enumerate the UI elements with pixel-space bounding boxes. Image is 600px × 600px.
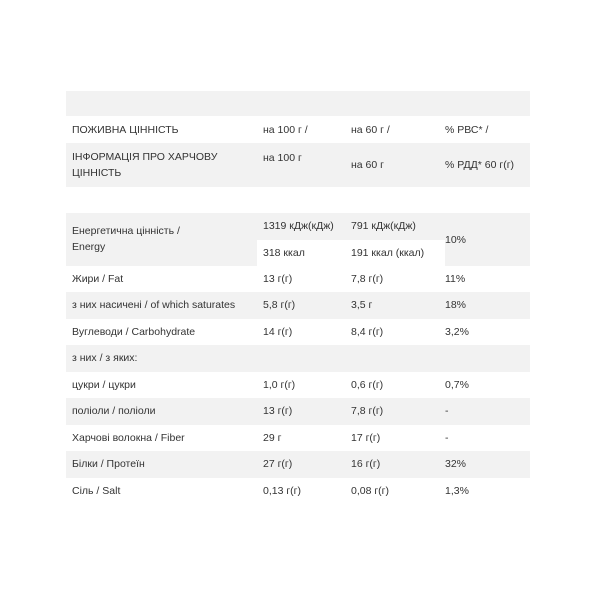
energy-kcal-cell (257, 240, 445, 266)
header-per100: на 100 г / (263, 124, 308, 136)
nutrient-pct: 11% (445, 273, 466, 285)
nutrient-per100: 5,8 г(г) (263, 299, 296, 311)
subheader-pct: % РДД* 60 г(г) (445, 159, 515, 171)
energy-name-line2: Energy (72, 241, 106, 253)
nutrient-name: Білки / Протеїн (72, 458, 145, 470)
energy-kcal-60: 191 ккал (ккал) (351, 247, 425, 259)
table-row (66, 345, 530, 372)
nutrient-name: Жири / Fat (72, 273, 124, 285)
header-row (66, 116, 530, 143)
subheader-per60: на 60 г (351, 159, 384, 171)
table-top-band (66, 91, 530, 116)
nutrient-pct: 0,7% (445, 379, 469, 391)
nutrient-name: з них / з яких: (72, 352, 138, 364)
header-pct: % РВС* / (445, 124, 489, 136)
table-row (66, 266, 530, 292)
table-row (66, 319, 530, 345)
nutrient-per100: 0,13 г(г) (263, 485, 302, 497)
energy-kcal-100: 318 ккал (263, 247, 305, 259)
subheader-name-line2: ЦІННІСТЬ (72, 167, 122, 179)
table-row (66, 451, 530, 478)
energy-row (66, 213, 530, 266)
nutrient-name: Вуглеводи / Carbohydrate (72, 326, 196, 338)
nutrient-per60: 0,6 г(г) (351, 379, 384, 391)
table-row (66, 292, 530, 319)
energy-kj-cell (257, 213, 445, 239)
nutrient-per60: 16 г(г) (351, 458, 381, 470)
energy-name-line1: Енергетична цінність / (72, 225, 180, 237)
nutrient-per60: 8,4 г(г) (351, 326, 384, 338)
nutrient-per100: 29 г (263, 432, 282, 444)
nutrient-per100: 14 г(г) (263, 326, 293, 338)
subheader-per100: на 100 г (263, 152, 302, 164)
table-row (66, 425, 530, 451)
subheader-name-line1: ІНФОРМАЦІЯ ПРО ХАРЧОВУ (72, 151, 218, 163)
nutrient-name: поліоли / поліоли (72, 405, 156, 417)
nutrient-per60: 17 г(г) (351, 432, 381, 444)
energy-pct: 10% (445, 234, 467, 246)
energy-kj-60: 791 кДж(кДж) (351, 220, 416, 232)
nutrient-pct: 3,2% (445, 326, 469, 338)
nutrient-name: з них насичені / of which saturates (72, 299, 236, 311)
nutrition-table (66, 91, 530, 504)
nutrient-name: цукри / цукри (72, 379, 136, 391)
nutrient-per100: 1,0 г(г) (263, 379, 296, 391)
nutrient-name: Сіль / Salt (72, 485, 121, 497)
nutrient-per100: 27 г(г) (263, 458, 293, 470)
subheader-row (66, 143, 530, 187)
header-title: ПОЖИВНА ЦІННІСТЬ (72, 124, 179, 136)
nutrient-pct: 32% (445, 458, 467, 470)
nutrient-name: Харчові волокна / Fiber (72, 432, 185, 444)
table-spacer (66, 187, 530, 213)
nutrient-pct: - (445, 432, 449, 444)
nutrient-pct: - (445, 405, 449, 417)
nutrient-per60: 0,08 г(г) (351, 485, 390, 497)
nutrient-per100: 13 г(г) (263, 273, 293, 285)
table-row (66, 398, 530, 425)
nutrient-per60: 7,8 г(г) (351, 273, 384, 285)
nutrient-per60: 3,5 г (351, 299, 373, 311)
energy-kj-100: 1319 кДж(кДж) (263, 220, 334, 232)
table-row (66, 372, 530, 398)
nutrient-per60: 7,8 г(г) (351, 405, 384, 417)
table-row (66, 478, 530, 504)
nutrient-pct: 1,3% (445, 485, 469, 497)
header-per60: на 60 г / (351, 124, 390, 136)
nutrient-per100: 13 г(г) (263, 405, 293, 417)
nutrient-pct: 18% (445, 299, 467, 311)
